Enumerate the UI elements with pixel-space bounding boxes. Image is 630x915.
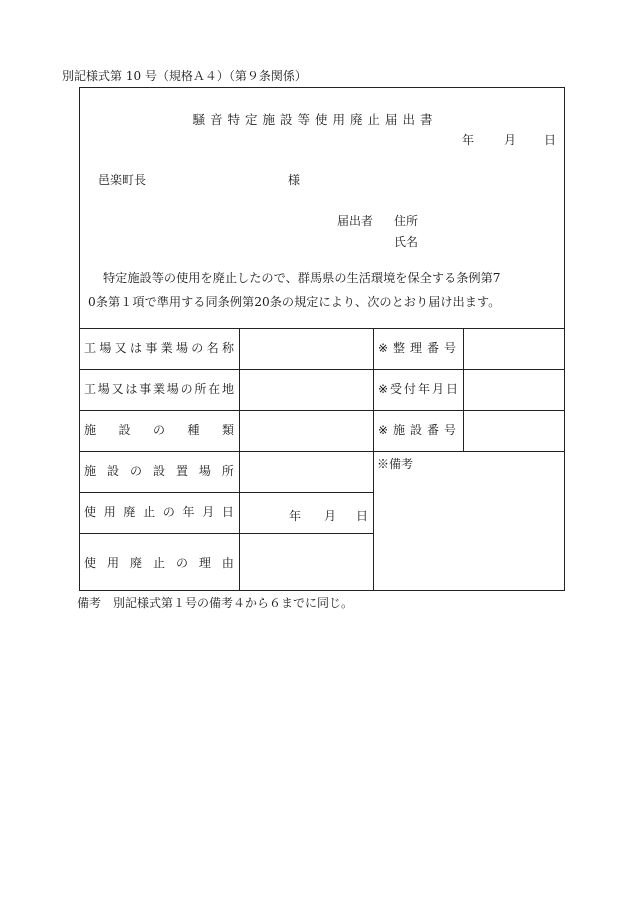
facility-type-label: 施 設 の 種 類: [84, 423, 234, 437]
col-divider-3: [463, 328, 464, 451]
addressee-name: 邑楽町長: [98, 173, 147, 187]
discontinue-year-label: 年: [289, 509, 302, 523]
facility-type-field[interactable]: [240, 411, 372, 450]
remarks-label: ※備考: [377, 457, 414, 471]
discontinue-reason-label: 使 用 廃 止 の 理 由: [84, 556, 234, 570]
factory-name-label: 工 場 又 は 事 業 場 の 名 称: [84, 341, 234, 355]
discontinue-day-label: 日: [356, 509, 369, 523]
facility-number-label: ※ 施 設 番 号: [378, 423, 456, 437]
form-title: 騒音特定施設等使用廃止届出書: [192, 112, 438, 127]
applicant-name-label: 氏名: [394, 235, 419, 249]
factory-name-field[interactable]: [240, 329, 372, 368]
date-day-label: 日: [544, 133, 557, 147]
form-number: 別記様式第 10 号（規格Ａ４）（第９条関係）: [62, 69, 307, 83]
body-text-line-2: 0条第１項で準用する同条例第20条の規定により、次のとおり届け出ます。: [88, 295, 501, 309]
body-text-line-1: 特定施設等の使用を廃止したので、群馬県の生活環境を保全する条例第7: [103, 271, 501, 285]
applicant-label: 届出者: [337, 214, 374, 228]
facility-location-label: 施 設 の 設 置 場 所: [84, 464, 234, 478]
reference-number-label: ※ 整 理 番 号: [378, 341, 456, 355]
date-month-label: 月: [504, 133, 517, 147]
col-divider-2: [373, 328, 374, 591]
facility-location-field[interactable]: [240, 452, 372, 491]
footer-note: 備考 別記様式第１号の備考４から６までに同じ。: [77, 596, 354, 610]
applicant-address-label: 住所: [394, 214, 419, 228]
row-divider-4: [79, 492, 373, 493]
discontinue-reason-field[interactable]: [240, 534, 372, 590]
discontinue-month-label: 月: [324, 509, 337, 523]
received-date-label: ※ 受 付 年 月 日: [378, 382, 458, 396]
discontinue-date-label: 使 用 廃 止 の 年 月 日: [84, 505, 234, 519]
factory-location-field[interactable]: [240, 370, 372, 409]
date-year-label: 年: [462, 133, 475, 147]
factory-location-label: 工 場 又 は 事 業 場 の 所 在 地: [84, 382, 234, 396]
addressee-honorific: 様: [288, 173, 301, 187]
